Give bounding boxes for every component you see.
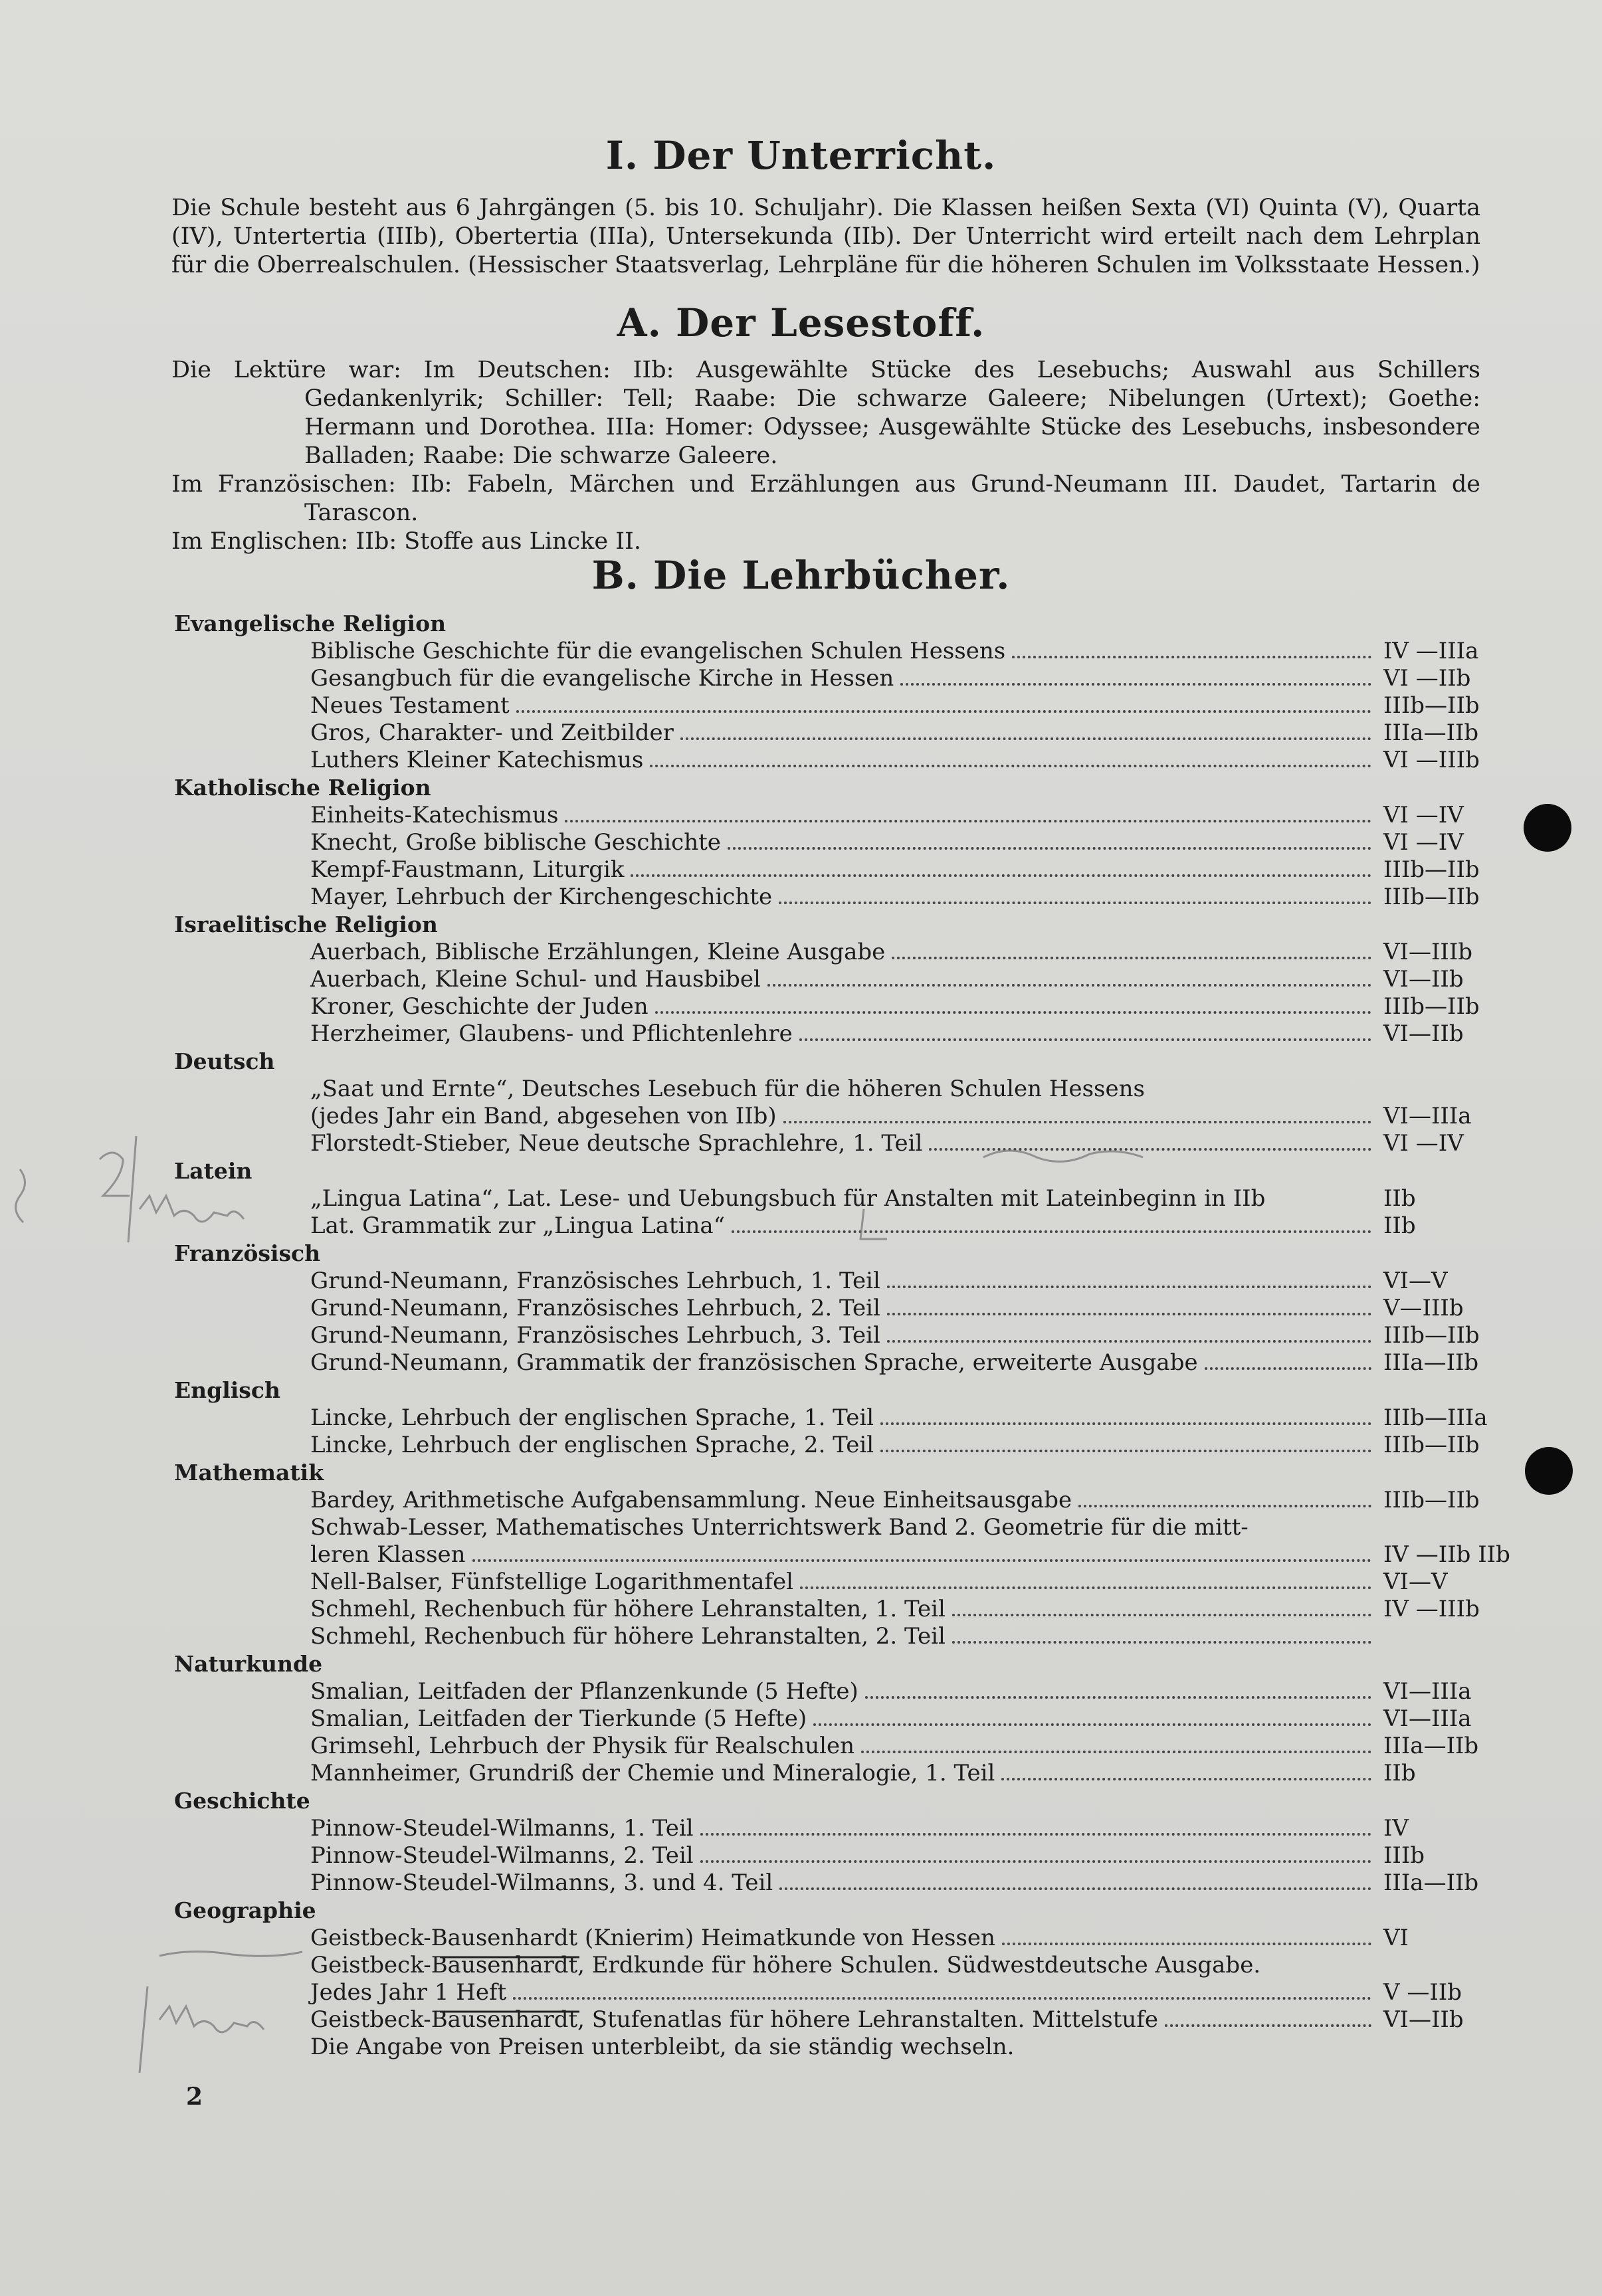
book-classes: VI—IIIa xyxy=(1383,1678,1472,1705)
book-title: Schmehl, Rechenbuch für höhere Lehranstalten, 1. Teil xyxy=(310,1596,946,1622)
book-title: Pinnow-Steudel-Wilmanns, 2. Teil xyxy=(310,1842,694,1869)
pencil-mark-left-margin xyxy=(16,1169,25,1222)
unterricht-text: Die Schule besteht aus 6 Jahrgängen (5. bis 10. Schuljahr). Die Klassen heißen Sexta (VI) Quinta (V), Quarta (IV), Untertertia (IIIb), Obertertia (IIIa), Untersekunda (IIb). Der Unterricht wird erteilt nach dem Lehrplan für die Oberrealschulen. (Hessischer Staatsverlag, Lehrpläne für die höheren Schulen im Volksstaate Hessen.) xyxy=(171,195,1480,278)
book-title: Mayer, Lehrbuch der Kirchengeschichte xyxy=(310,884,773,910)
book-title: Smalian, Leitfaden der Tierkunde (5 Hefte) xyxy=(310,1705,807,1732)
book-title: Smalian, Leitfaden der Pflanzenkunde (5 Hefte) xyxy=(310,1678,858,1705)
book-classes: VI —IIIb xyxy=(1383,747,1480,773)
lesestoff-deutsch: Die Lektüre war: Im Deutschen: IIb: Ausgewählte Stücke des Lesebuchs; Auswahl aus Schillers Gedankenlyrik; Schiller: Tell; Raabe: Die schwarze Galeere; Nibelungen (Urtext); Goethe: Hermann und Dorothea. IIIa: Homer: Odyssee; Ausgewählte Stücke des Lesebuchs, insbesondere Balladen; Raabe: Die schwarze Galeere. xyxy=(171,357,1480,469)
book-classes: V—IIIb xyxy=(1383,1295,1464,1321)
pencil-mark-geographie-scribble xyxy=(159,2006,264,2032)
book-title: Lincke, Lehrbuch der englischen Sprache, 1. Teil xyxy=(310,1404,874,1431)
heading-unterricht: I. Der Unterricht. xyxy=(605,133,997,178)
book-title: Geistbeck-Bausenhardt, Stufenatlas für höhere Lehranstalten. Mittelstufe xyxy=(310,2006,1158,2033)
book-classes: IV —IIIb xyxy=(1383,1596,1480,1622)
book-title: „Lingua Latina“, Lat. Lese- und Uebungsbuch für Anstalten mit Lateinbeginn in IIb xyxy=(310,1185,1266,1212)
book-title: Grund-Neumann, Französisches Lehrbuch, 3. Teil xyxy=(310,1322,880,1349)
book-title: Knecht, Große biblische Geschichte xyxy=(310,829,721,856)
book-classes: VI—IIIa xyxy=(1383,1705,1472,1732)
book-title: Luthers Kleiner Katechismus xyxy=(310,747,644,773)
book-title: Grimsehl, Lehrbuch der Physik für Realschulen xyxy=(310,1733,854,1759)
subject-heading: Geographie xyxy=(174,1897,316,1923)
book-classes: IIIb—IIb xyxy=(1383,884,1480,910)
heading-lesestoff: A. Der Lesestoff. xyxy=(617,300,985,345)
subject-heading: Französisch xyxy=(174,1240,321,1266)
book-title: Grund-Neumann, Französisches Lehrbuch, 1. Teil xyxy=(310,1268,880,1294)
book-classes: IIb xyxy=(1383,1760,1416,1786)
book-title: Einheits-Katechismus xyxy=(310,802,559,828)
subject-heading: Israelitische Religion xyxy=(174,911,438,937)
book-classes: VI—V xyxy=(1383,1569,1448,1595)
book-title: Pinnow-Steudel-Wilmanns, 1. Teil xyxy=(310,1815,694,1842)
book-title: Neues Testament xyxy=(310,692,510,719)
book-classes: VI xyxy=(1383,1925,1409,1951)
book-classes: IIIb—IIb xyxy=(1383,856,1480,883)
book-classes: IIIb—IIb xyxy=(1383,993,1480,1020)
book-classes: IIIb—IIb xyxy=(1383,1432,1480,1458)
book-classes: IIb xyxy=(1383,1212,1416,1239)
book-title: Gros, Charakter- und Zeitbilder xyxy=(310,719,674,746)
book-classes: VI—IIIa xyxy=(1383,1103,1472,1129)
book-classes: IIb xyxy=(1383,1185,1416,1212)
book-classes: IV —IIIa xyxy=(1383,638,1479,664)
book-classes: VI —IV xyxy=(1383,802,1464,828)
book-title: Biblische Geschichte für die evangelischen Schulen Hessens xyxy=(310,638,1006,664)
pencil-mark-geographie-strike xyxy=(159,1951,302,1956)
pencil-mark-latein-line xyxy=(128,1136,136,1242)
book-title: Mannheimer, Grundriß der Chemie und Mineralogie, 1. Teil xyxy=(310,1760,995,1786)
book-title: Bardey, Arithmetische Aufgabensammlung. Neue Einheitsausgabe xyxy=(310,1487,1072,1513)
book-line: „Saat und Ernte“, Deutsches Lesebuch für die höheren Schulen Hessens xyxy=(310,1076,1145,1102)
book-classes: VI —IV xyxy=(1383,1130,1464,1157)
lesestoff-englisch: Im Englischen: IIb: Stoffe aus Lincke II. xyxy=(171,528,641,555)
book-classes: IIIa—IIb xyxy=(1383,1869,1479,1896)
book-title: Jedes Jahr 1 Heft xyxy=(310,1979,507,2006)
book-title: leren Klassen xyxy=(310,1541,466,1568)
book-title: Grund-Neumann, Grammatik der französischen Sprache, erweiterte Ausgabe xyxy=(310,1349,1198,1376)
pencil-mark-latein-scribble xyxy=(140,1196,244,1222)
pencil-mark-geographie-line xyxy=(140,1986,148,2073)
book-title: Schmehl, Rechenbuch für höhere Lehranstalten, 2. Teil xyxy=(310,1623,946,1650)
subject-heading: Katholische Religion xyxy=(174,775,431,801)
book-classes: IIIb—IIb xyxy=(1383,1322,1480,1349)
book-title: Lat. Grammatik zur „Lingua Latina“ xyxy=(310,1212,726,1239)
book-title: Auerbach, Kleine Schul- und Hausbibel xyxy=(310,966,761,993)
book-classes: IIIb xyxy=(1383,1842,1425,1869)
subject-heading: Latein xyxy=(174,1158,252,1184)
book-line: Schwab-Lesser, Mathematisches Unterrichtswerk Band 2. Geometrie für die mitt- xyxy=(310,1514,1249,1541)
book-title: Kroner, Geschichte der Juden xyxy=(310,993,649,1020)
subject-heading: Mathematik xyxy=(174,1460,324,1485)
book-classes: VI—IIb xyxy=(1383,966,1464,993)
book-classes: VI—IIb xyxy=(1383,1020,1464,1047)
book-classes: IIIb—IIb xyxy=(1383,692,1480,719)
book-classes: IV xyxy=(1383,1815,1409,1842)
book-title: Gesangbuch für die evangelische Kirche in Hessen xyxy=(310,665,894,692)
book-classes: IIIa—IIb xyxy=(1383,1733,1479,1759)
book-classes: VI—IIIb xyxy=(1383,939,1473,965)
subject-heading: Geschichte xyxy=(174,1788,310,1814)
lesestoff-franzoesisch: Im Französischen: IIb: Fabeln, Märchen und Erzählungen aus Grund-Neumann III. Daudet, Tartarin de Tarascon. xyxy=(171,471,1480,526)
book-classes: VI —IV xyxy=(1383,829,1464,856)
book-classes: VI—IIb xyxy=(1383,2006,1464,2033)
book-classes: IIIa—IIb xyxy=(1383,719,1479,746)
subject-heading: Englisch xyxy=(174,1377,280,1403)
pencil-mark-latein-l xyxy=(860,1209,887,1239)
book-title: Grund-Neumann, Französisches Lehrbuch, 2. Teil xyxy=(310,1295,880,1321)
book-title: Lincke, Lehrbuch der englischen Sprache, 2. Teil xyxy=(310,1432,874,1458)
pencil-mark-latein-2 xyxy=(100,1153,130,1196)
book-title: (jedes Jahr ein Band, abgesehen von IIb) xyxy=(310,1103,777,1129)
heading-lehrbuecher: B. Die Lehrbücher. xyxy=(591,553,1011,598)
book-title: Geistbeck-Bausenhardt (Knierim) Heimatkunde von Hessen xyxy=(310,1925,995,1951)
page-number: 2 xyxy=(186,2083,203,2111)
book-title: Auerbach, Biblische Erzählungen, Kleine Ausgabe xyxy=(310,939,886,965)
book-classes: IIIa—IIb xyxy=(1383,1349,1479,1376)
subject-heading: Deutsch xyxy=(174,1048,275,1074)
book-classes: IV —IIb IIb xyxy=(1383,1541,1510,1568)
book-title: Herzheimer, Glaubens- und Pflichtenlehre xyxy=(310,1020,793,1047)
book-line: Die Angabe von Preisen unterbleibt, da sie ständig wechseln. xyxy=(310,2034,1015,2060)
book-classes: V —IIb xyxy=(1383,1979,1462,2006)
book-title: Kempf-Faustmann, Liturgik xyxy=(310,856,625,883)
book-title: Nell-Balser, Fünfstellige Logarithmentafel xyxy=(310,1569,793,1595)
book-classes: IIIb—IIb xyxy=(1383,1487,1480,1513)
book-line: Geistbeck-Bausenhardt, Erdkunde für höhere Schulen. Südwestdeutsche Ausgabe. xyxy=(310,1952,1261,1978)
subject-heading: Evangelische Religion xyxy=(174,611,447,636)
subject-heading: Naturkunde xyxy=(174,1651,323,1677)
pencil-mark-deutsch-underline xyxy=(983,1151,1143,1161)
book-title: Pinnow-Steudel-Wilmanns, 3. und 4. Teil xyxy=(310,1869,773,1896)
book-title: Florstedt-Stieber, Neue deutsche Sprachlehre, 1. Teil xyxy=(310,1130,923,1157)
book-classes: IIIb—IIIa xyxy=(1383,1404,1488,1431)
book-classes: VI —IIb xyxy=(1383,665,1471,692)
book-classes: VI—V xyxy=(1383,1268,1448,1294)
